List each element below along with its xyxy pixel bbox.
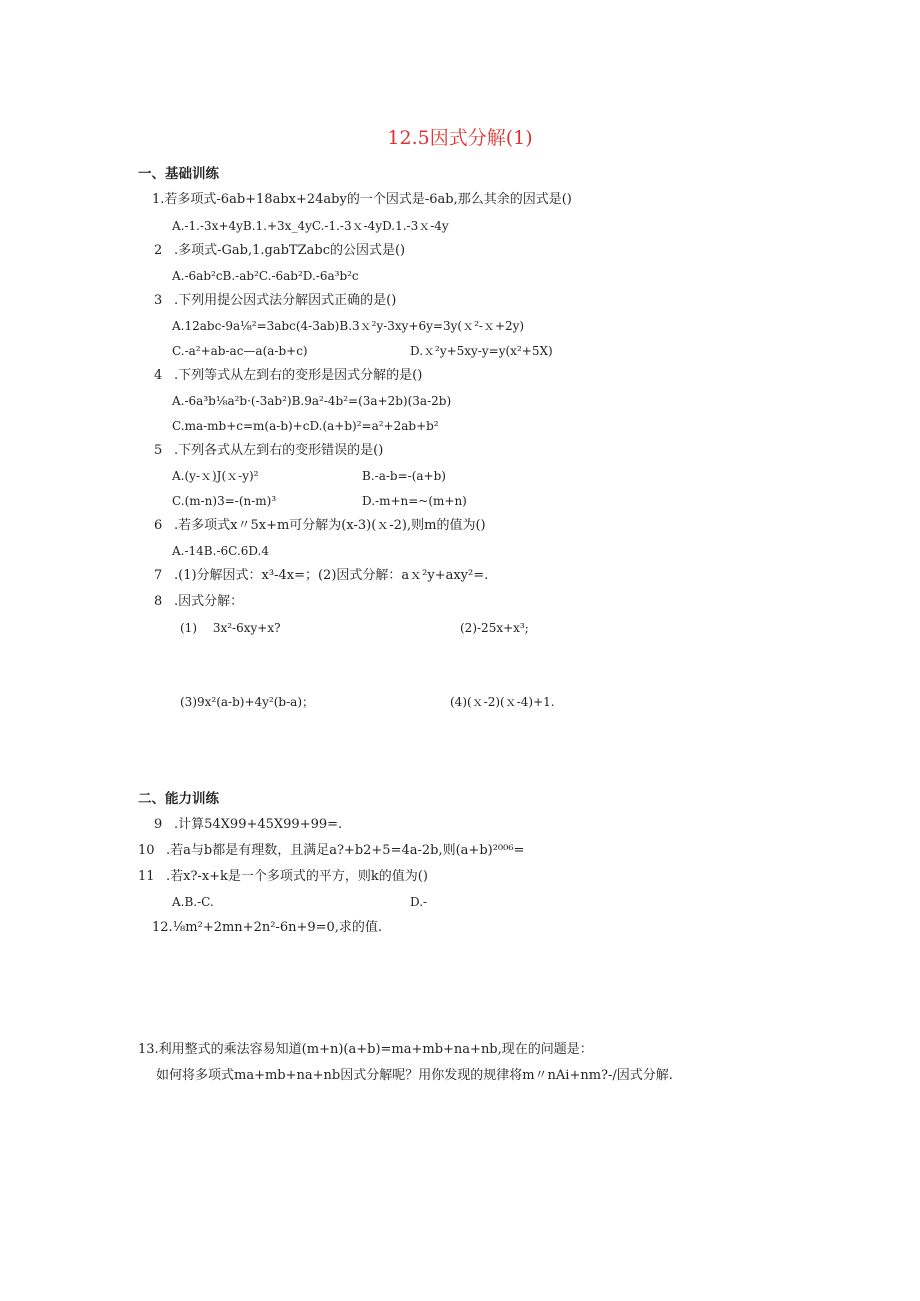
section-heading-ability: 二、能力训练 [138,791,219,807]
question-8-part-3: (3)9x²(a-b)+4y²(b-a)； [180,695,314,709]
question-3-options-ab: A.12abc-9a⅛²=3abc(4-3ab)B.3ｘ²y-3xy+6y=3y(ｘ²-ｘ+2y) [172,319,525,333]
question-2: .多项式-Gab,1.gabTZabc的公因式是() [174,243,406,258]
question-6-options: A.-14B.-6C.6D.4 [172,544,269,558]
question-6-number: 6 [154,518,163,533]
question-9: .计算54X99+45X99+99=. [174,817,343,832]
question-5: .下列各式从左到右的变形错误的是() [174,443,384,458]
question-3-option-c: C.-a²+ab-ac—a(a-b+c) [172,344,308,358]
question-4: .下列等式从左到右的变形是因式分解的是() [174,368,423,383]
question-2-number: 2 [154,243,163,258]
question-12: 12.⅛m²+2mn+2n²-6n+9=0,求的值. [152,920,383,935]
question-5-option-b: B.-a-b=-(a+b) [362,469,446,483]
question-5-option-a: A.(y-ｘ)J(ｘ-y)² [172,469,259,483]
question-5-option-d: D.-m+n=~(m+n) [362,494,467,508]
question-10: .若a与b都是有理数，且满足a?+b2+5=4a-2b,则(a+b)²⁰⁰⁶= [166,843,525,858]
question-7: .(1)分解因式：x³-4x=；(2)因式分解：aｘ²y+axy²=. [174,568,489,583]
question-8-part-2: (2)-25x+x³; [460,621,529,635]
question-5-option-c: C.(m-n)3=-(n-m)³ [172,494,277,508]
question-1: 1.若多项式-6ab+18abx+24aby的一个因式是-6ab,那么其余的因式是() [152,192,572,207]
question-4-options-cd: C.ma-mb+c=m(a-b)+cD.(a+b)²=a²+2ab+b² [172,419,439,433]
section-heading-basic: 一、基础训练 [138,166,219,182]
question-8-part-4: (4)(ｘ-2)(ｘ-4)+1. [450,695,555,709]
question-5-number: 5 [154,443,163,458]
question-7-number: 7 [154,568,163,583]
question-3-number: 3 [154,293,163,308]
question-6: .若多项式x〃5x+m可分解为(x-3)(ｘ-2),则m的值为() [174,518,486,533]
question-13-line-1: 13.利用整式的乘法容易知道(m+n)(a+b)=ma+mb+na+nb,现在的问题是： [138,1042,593,1057]
question-11-number: 11 [138,869,155,884]
question-8: .因式分解： [174,594,244,609]
question-3: .下列用提公因式法分解因式正确的是() [174,293,397,308]
question-4-number: 4 [154,368,163,383]
question-11-options-abc: A.B.-C. [172,895,214,909]
question-11-option-d: D.- [410,895,428,909]
question-8-number: 8 [154,594,163,609]
page-title: 12.5因式分解(1) [387,127,533,149]
question-2-options: A.-6ab²cB.-ab²C.-6ab²D.-6a³b²c [172,269,359,283]
question-8-part-1: (1) 3x²-6xy+x? [180,621,281,635]
question-4-options-ab: A.-6a³b⅛a²b·(-3ab²)B.9a²-4b²=(3a+2b)(3a-2b) [172,394,452,408]
question-3-option-d: D.ｘ²y+5xy-y=y(x²+5X) [410,344,553,358]
question-13-line-2: 如何将多项式ma+mb+na+nb因式分解呢？用你发现的规律将m〃nAi+nm?-/因式分解. [156,1068,673,1083]
question-11: .若x?-x+k是一个多项式的平方，则k的值为() [166,869,428,884]
question-9-number: 9 [154,817,163,832]
question-10-number: 10 [138,843,155,858]
question-1-options: A.-1.-3x+4yB.1.+3x_4yC.-1.-3ｘ-4yD.1.-3ｘ-4y [172,219,449,233]
